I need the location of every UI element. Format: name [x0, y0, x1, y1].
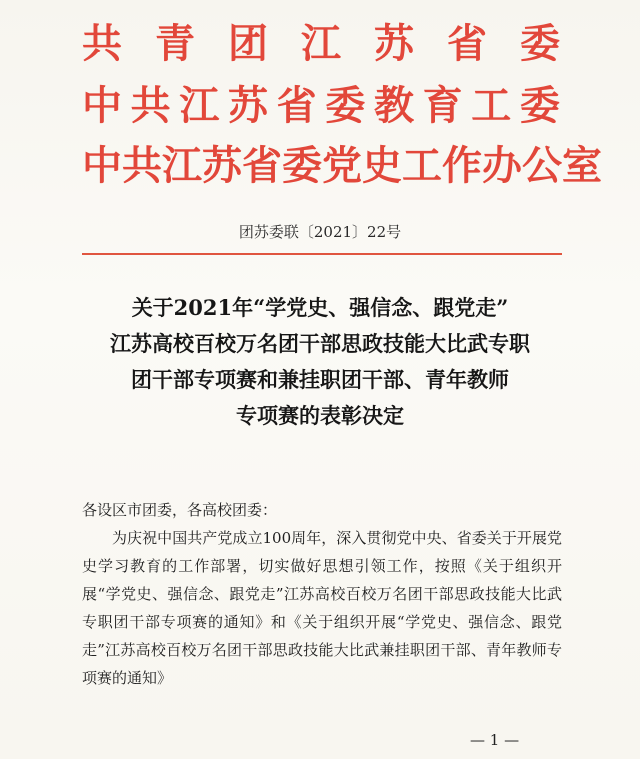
issuer-char: 办: [482, 143, 522, 189]
issuer-char: 中: [82, 143, 122, 189]
issuer-char: 作: [442, 143, 482, 189]
issuer-org-youth-league: [82, 20, 560, 68]
issuer-org-education-committee: [82, 82, 560, 130]
issuer-char: 育: [422, 83, 463, 129]
title-line-2: 江苏高校百校万名团干部思政技能大比武专职: [110, 331, 530, 356]
issuer-char: 共: [122, 143, 162, 189]
issuer-char: 江: [162, 143, 202, 189]
issuer-char: 苏: [227, 83, 268, 129]
issuer-char: 青: [155, 21, 195, 67]
issuer-char: 江: [301, 21, 341, 67]
red-separator-rule: [82, 253, 562, 255]
issuer-char: 工: [471, 83, 512, 129]
body-paragraph: 为庆祝中国共产党成立100周年，深入贯彻党中央、省委关于开展党史学习教育的工作部署，切实做好思想引领工作，按照《关于组织开展“学党史、强信念、跟党走”江苏高校百校万名团干部思政技能大比武专职团干部专项赛的通知》和《关于组织开展“学党史、强信念、跟党走”江苏高校百校万名团干部思政技能大比武兼挂职团干部、青年教师专项赛的通知》: [82, 529, 562, 687]
document-title: [60, 290, 580, 434]
issuer-char: 党: [322, 143, 362, 189]
issuer-char: 工: [402, 143, 442, 189]
issuer-char: 委: [520, 21, 560, 67]
issuer-char: 苏: [202, 143, 242, 189]
title-line-4: 专项赛的表彰决定: [236, 403, 404, 428]
issuer-char: 苏: [374, 21, 414, 67]
document-number: 团苏委联〔2021〕22号: [238, 223, 402, 241]
title-line-1: 关于2021年“学党史、强信念、跟党走”: [131, 295, 509, 320]
issuer-char: 省: [242, 143, 282, 189]
issuer-char: 委: [325, 83, 366, 129]
salutation: 各设区市团委，各高校团委：: [82, 501, 278, 519]
issuer-char: 室: [562, 143, 602, 189]
page-number: — 1 —: [470, 731, 520, 749]
issuer-char: 史: [362, 143, 402, 189]
issuer-char: 教: [373, 83, 414, 129]
issuer-char: 委: [519, 83, 560, 129]
issuer-char: 共: [130, 83, 171, 129]
issuer-org-party-history-office: [82, 142, 602, 190]
issuer-char: 江: [179, 83, 220, 129]
issuer-char: 共: [82, 21, 122, 67]
issuer-char: 委: [282, 143, 322, 189]
title-line-3: 团干部专项赛和兼挂职团干部、青年教师: [131, 367, 509, 392]
document-body: [82, 496, 562, 692]
issuer-char: 中: [82, 83, 122, 129]
issuer-char: 公: [522, 143, 562, 189]
issuer-char: 省: [447, 21, 487, 67]
issuer-char: 省: [276, 83, 317, 129]
issuer-char: 团: [228, 21, 268, 67]
